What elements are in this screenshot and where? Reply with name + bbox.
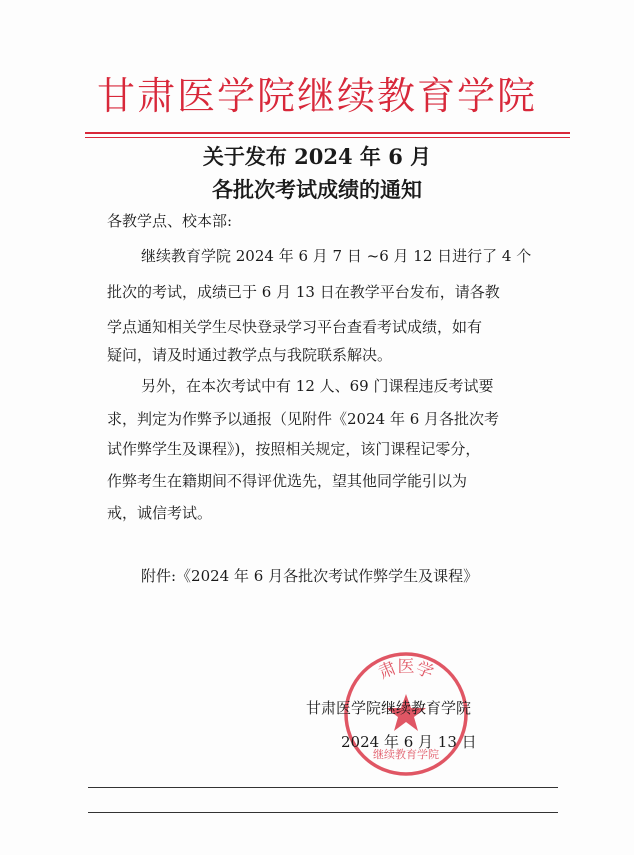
document-title-line-2: 各批次考试成绩的通知 (212, 177, 422, 202)
body-paragraph-2-line-4: 作弊考生在籍期间不得评优选先，望其他同学能引以为 (107, 472, 468, 490)
document-title-line-1: 关于发布 2024 年 6 月 (202, 144, 432, 169)
seal-top-text: 肃医学 (375, 657, 437, 684)
footer-rule-top (88, 787, 558, 788)
salutation: 各教学点、校本部: (107, 212, 233, 230)
body-paragraph-2-line-1: 另外，在本次考试中有 12 人、69 门课程违反考试要 (141, 377, 494, 395)
body-paragraph-1-line-1: 继续教育学院 2024 年 6 月 7 日 ~6 月 12 日进行了 4 个 (141, 247, 532, 265)
body-paragraph-2-line-5: 戒，诚信考试。 (107, 504, 213, 522)
body-paragraph-2-line-2: 求，判定为作弊予以通报（见附件《2024 年 6 月各批次考 (107, 410, 500, 428)
body-paragraph-1-line-3: 学点通知相关学生尽快登录学习平台查看考试成绩，如有 (107, 318, 483, 336)
attachment-note: 附件:《2024 年 6 月各批次考试作弊学生及课程》 (141, 567, 479, 585)
seal-bottom-text: 继续教育学院 (373, 748, 439, 761)
body-paragraph-1-line-2: 批次的考试，成绩已于 6 月 13 日在教学平台发布，请各教 (107, 283, 500, 301)
footer-rule-bottom (88, 812, 558, 813)
body-paragraph-2-line-3: 试作弊学生及课程》)，按照相关规定，该门课程记零分， (107, 440, 481, 458)
signature-date: 2024 年 6 月 13 日 (341, 733, 477, 751)
institution-header-title: 甘肃医学院继续教育学院 (96, 74, 537, 118)
signature-issuer: 甘肃医学院继续教育学院 (306, 699, 472, 717)
header-red-rule (85, 132, 570, 134)
body-paragraph-1-line-4: 疑问，请及时通过教学点与我院联系解决。 (107, 346, 393, 364)
header-red-rule-thin (85, 137, 570, 138)
